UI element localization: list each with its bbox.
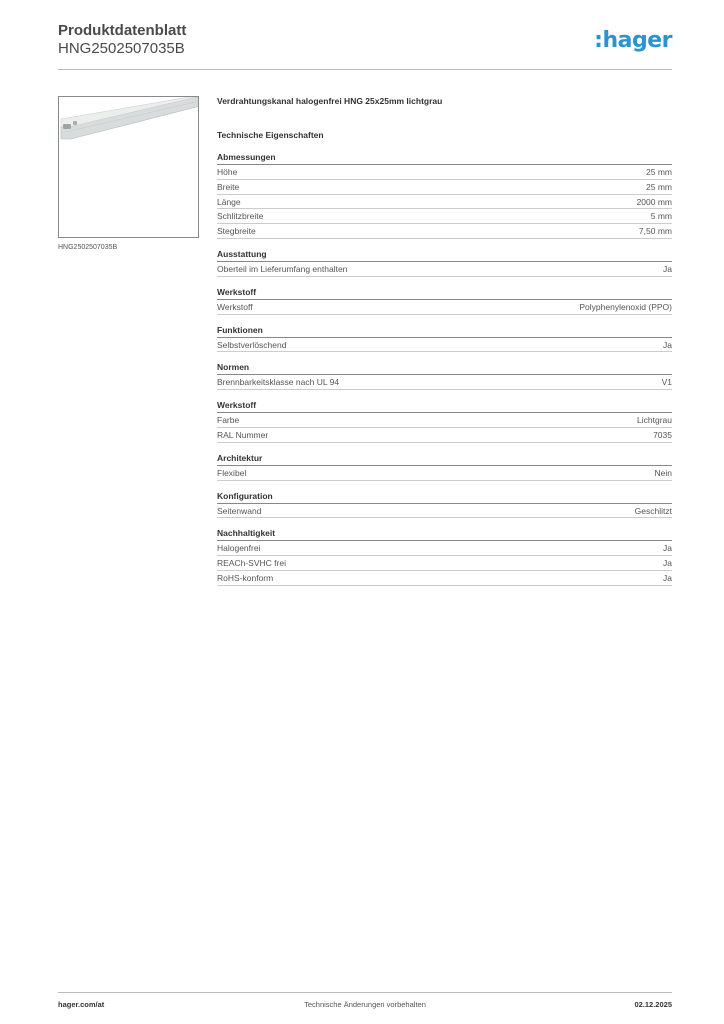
- property-sections: [217, 152, 672, 586]
- property-section: [217, 491, 672, 519]
- property-label: REACh-SVHC frei: [217, 558, 286, 569]
- property-row: [217, 375, 672, 390]
- property-value: 2000 mm: [636, 196, 672, 207]
- property-value: 25 mm: [646, 167, 672, 177]
- property-label: Oberteil im Lieferumfang enthalten: [217, 263, 348, 274]
- property-label: Selbstverlöschend: [217, 339, 287, 350]
- property-value: 25 mm: [646, 181, 672, 192]
- property-label: Breite: [217, 181, 240, 192]
- property-label: Brennbarkeitsklasse nach UL 94: [217, 377, 340, 388]
- property-value: Ja: [663, 558, 672, 569]
- section-title: Ausstattung: [217, 249, 672, 262]
- property-section: [217, 400, 672, 443]
- property-value: Nein: [654, 467, 672, 478]
- property-value: Ja: [663, 543, 672, 554]
- property-section: [217, 362, 672, 390]
- property-row: [217, 262, 672, 277]
- section-title: Nachhaltigkeit: [217, 528, 672, 541]
- footer-date: 02.12.2025: [634, 1000, 672, 1009]
- property-section: [217, 528, 672, 585]
- property-value: Geschlitzt: [634, 505, 672, 516]
- property-row: [217, 195, 672, 210]
- property-row: [217, 209, 672, 224]
- header-divider: [58, 69, 672, 70]
- property-row: [217, 165, 672, 180]
- footer-notice: Technische Änderungen vorbehalten: [304, 1000, 426, 1009]
- section-title: Werkstoff: [217, 287, 672, 300]
- property-value: 5 mm: [650, 211, 672, 222]
- property-row: [217, 338, 672, 353]
- property-value: Ja: [663, 572, 672, 583]
- property-row: [217, 466, 672, 481]
- property-value: Lichtgrau: [637, 415, 672, 426]
- property-row: [217, 413, 672, 428]
- property-label: Werkstoff: [217, 301, 253, 312]
- document-title: Produktdatenblatt: [58, 22, 187, 39]
- property-section: [217, 249, 672, 277]
- footer-divider: [58, 992, 672, 993]
- property-row: [217, 180, 672, 195]
- technical-properties-title: Technische Eigenschaften: [217, 130, 324, 140]
- property-label: RoHS-konform: [217, 572, 274, 583]
- property-value: Polyphenylenoxid (PPO): [579, 301, 672, 312]
- section-title: Abmessungen: [217, 152, 672, 165]
- footer-website[interactable]: hager.com/at: [58, 1000, 105, 1009]
- property-row: [217, 556, 672, 571]
- property-row: [217, 224, 672, 239]
- hager-logo: :hager: [594, 28, 672, 53]
- product-image: [58, 96, 199, 238]
- property-row: [217, 428, 672, 443]
- section-title: Konfiguration: [217, 491, 672, 504]
- property-value: Ja: [663, 263, 672, 274]
- property-value: V1: [661, 377, 672, 388]
- image-caption: HNG2502507035B: [58, 244, 118, 251]
- property-label: Stegbreite: [217, 226, 256, 237]
- product-name: Verdrahtungskanal halogenfrei HNG 25x25mm lichtgrau: [217, 96, 443, 106]
- property-row: [217, 571, 672, 586]
- property-section: [217, 287, 672, 315]
- section-title: Werkstoff: [217, 400, 672, 413]
- property-value: 7,50 mm: [638, 226, 672, 237]
- property-section: [217, 325, 672, 353]
- property-section: [217, 453, 672, 481]
- property-label: RAL Nummer: [217, 429, 269, 440]
- property-label: Höhe: [217, 167, 238, 177]
- article-number: HNG2502507035B: [58, 40, 185, 57]
- document-header: [58, 22, 672, 69]
- property-label: Flexibel: [217, 467, 247, 478]
- cable-duct-illustration: [59, 97, 199, 238]
- property-value: Ja: [663, 339, 672, 350]
- product-details: [217, 96, 672, 586]
- property-label: Seitenwand: [217, 505, 262, 516]
- property-row: [217, 504, 672, 519]
- property-row: [217, 541, 672, 556]
- property-label: Länge: [217, 196, 241, 207]
- property-value: 7035: [653, 429, 672, 440]
- section-title: Normen: [217, 362, 672, 375]
- section-title: Architektur: [217, 453, 672, 466]
- property-label: Halogenfrei: [217, 543, 261, 554]
- property-label: Schlitzbreite: [217, 211, 264, 222]
- property-section: [217, 152, 672, 239]
- property-row: [217, 300, 672, 315]
- section-title: Funktionen: [217, 325, 672, 338]
- property-label: Farbe: [217, 415, 240, 426]
